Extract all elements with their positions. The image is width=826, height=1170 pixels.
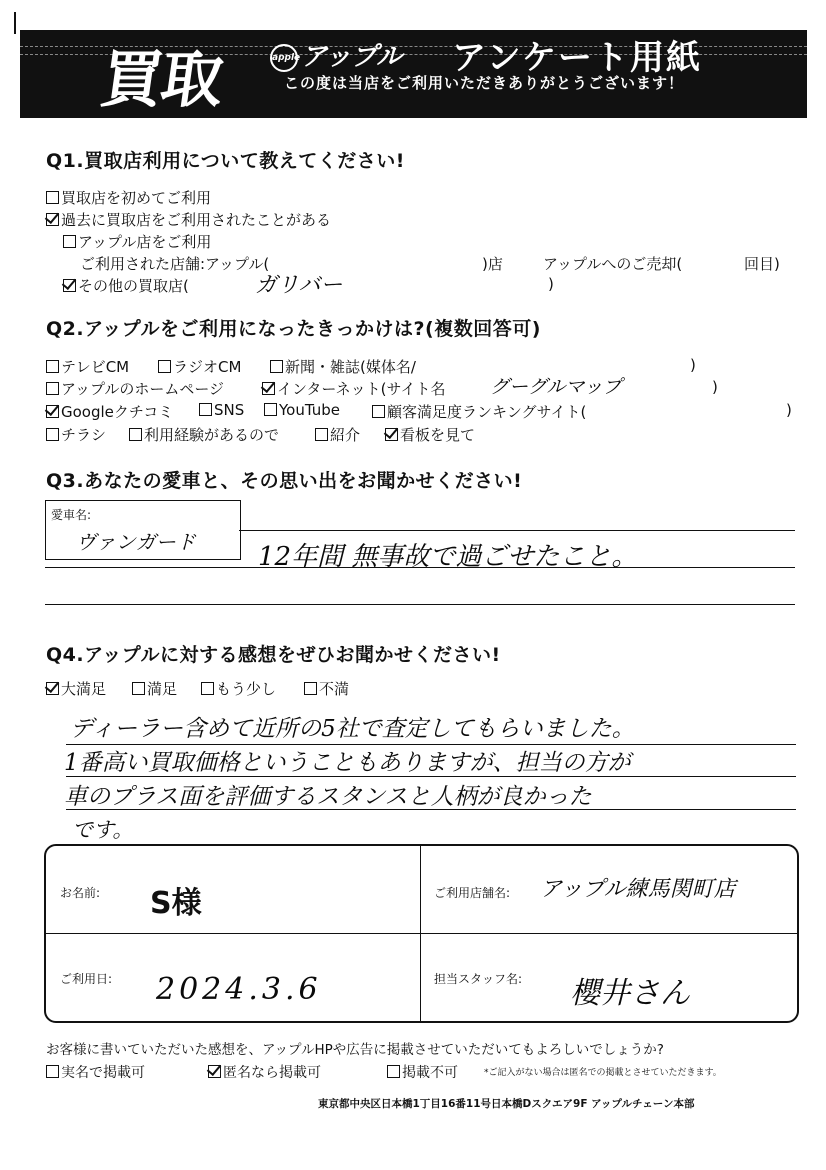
- q4-title: Q4.アップルに対する感想をぜひお聞かせください!: [46, 644, 501, 666]
- name-value: S様: [150, 886, 202, 921]
- writing-line: [239, 530, 795, 531]
- q2-option-news[interactable]: [270, 356, 416, 377]
- q4-option-satisfied[interactable]: [132, 678, 177, 699]
- comment-line-4: です。: [72, 818, 134, 842]
- checkbox[interactable]: [201, 682, 214, 695]
- q4-option-very-satisfied[interactable]: [46, 678, 106, 699]
- apple-logo-text: アップル: [301, 42, 403, 72]
- q1-sale-label: アップルへのご売却(: [543, 255, 683, 273]
- checkbox[interactable]: [264, 403, 277, 416]
- q2-option-radio-label: ラジオCM: [173, 358, 242, 376]
- checkbox[interactable]: [270, 360, 283, 373]
- q2-option-internet[interactable]: [262, 378, 445, 399]
- q1-option-other[interactable]: [63, 275, 189, 296]
- checkbox[interactable]: [199, 403, 212, 416]
- checkbox[interactable]: [46, 428, 59, 441]
- car-name-value: ヴァンガード: [76, 530, 196, 554]
- q2-news-close: ): [690, 356, 696, 374]
- publish-option-anonymous[interactable]: [208, 1062, 321, 1082]
- comment-line-3: 車のプラス面を評価するスタンスと人柄が良かった: [64, 784, 592, 810]
- staff-value: 櫻井さん: [570, 976, 690, 1011]
- q1-option-other-label: その他の買取店(: [78, 277, 189, 295]
- q2-option-radio[interactable]: [158, 356, 241, 377]
- car-memory-text: 12年間 無事故で過ごせたこと。: [258, 542, 638, 572]
- q1-other-suffix: ): [548, 275, 554, 293]
- checked-checkbox[interactable]: [385, 428, 398, 441]
- q2-title: Q2.アップルをご利用になったきっかけは?(複数回答可): [46, 318, 541, 340]
- comment-line-1: ディーラー含めて近所の5社で査定してもらいました。: [70, 716, 635, 742]
- checkbox[interactable]: [46, 360, 59, 373]
- q1-option-past[interactable]: [46, 209, 331, 230]
- q2-option-google[interactable]: [46, 401, 173, 422]
- q3-title: Q3.あなたの愛車と、その思い出をお聞かせください!: [46, 470, 523, 492]
- q2-option-news-label: 新聞・雑誌(媒体名/: [285, 358, 416, 376]
- q4-option-so-so-label: もう少し: [216, 680, 277, 698]
- apple-logo: [270, 36, 402, 73]
- card-divider-horizontal: [46, 933, 797, 934]
- checkbox[interactable]: [46, 1065, 59, 1078]
- apple-mark-icon: apple: [270, 44, 298, 72]
- checkbox[interactable]: [315, 428, 328, 441]
- q4-option-very-satisfied-label: 大満足: [61, 680, 107, 698]
- name-label: お名前:: [60, 886, 101, 900]
- checkbox[interactable]: [158, 360, 171, 373]
- corner-mark: [14, 12, 16, 34]
- q2-option-experience-label: 利用経験があるので: [144, 426, 280, 444]
- q2-internet-close: ): [712, 378, 718, 396]
- publish-question: お客様に書いていただいた感想を、アップルHPや広告に掲載させていただいてもよろしいでしょうか?: [46, 1042, 664, 1058]
- q2-option-ranking-label: 顧客満足度ランキングサイト(: [387, 403, 587, 421]
- q2-option-sns-label: SNS: [214, 401, 245, 419]
- q1-store-label: ご利用された店舗:アップル(: [80, 255, 270, 273]
- comment-line-2: 1番高い買取価格ということもありますが、担当の方が: [64, 750, 631, 776]
- q1-option-first-label: 買取店を初めてご利用: [61, 189, 212, 207]
- checked-checkbox[interactable]: [46, 405, 59, 418]
- checked-checkbox[interactable]: [208, 1065, 221, 1078]
- q2-option-homepage-label: アップルのホームページ: [61, 380, 225, 398]
- checked-checkbox[interactable]: [262, 382, 275, 395]
- car-name-label: 愛車名:: [51, 508, 92, 522]
- q2-option-sns[interactable]: [199, 401, 244, 419]
- q4-option-satisfied-label: 満足: [147, 680, 178, 698]
- q1-option-apple[interactable]: [63, 231, 211, 252]
- kaitori-logo: 買取: [96, 43, 227, 116]
- q1-store-suffix: )店: [482, 255, 503, 273]
- q2-option-internet-label: インターネット(サイト名: [277, 380, 446, 398]
- q2-option-experience[interactable]: [129, 424, 279, 445]
- q1-title: Q1.買取店利用について教えてください!: [46, 150, 405, 172]
- checkbox[interactable]: [63, 235, 76, 248]
- store-name-value: アップル練馬関町店: [540, 877, 736, 902]
- publish-option-real-name[interactable]: [46, 1062, 145, 1082]
- checked-checkbox[interactable]: [63, 279, 76, 292]
- q1-option-past-label: 過去に買取店をご利用されたことがある: [61, 211, 332, 229]
- q4-option-unsatisfied-label: 不満: [319, 680, 350, 698]
- q2-ranking-close: ): [786, 401, 792, 419]
- checkbox[interactable]: [129, 428, 142, 441]
- publish-option-real-name-label: 実名で掲載可: [61, 1065, 145, 1081]
- date-label: ご利用日:: [60, 972, 113, 986]
- store-name-label: ご利用店舗名:: [434, 886, 511, 900]
- checked-checkbox[interactable]: [46, 682, 59, 695]
- q2-option-youtube-label: YouTube: [279, 401, 340, 419]
- q2-option-flyer[interactable]: [46, 424, 106, 445]
- staff-label: 担当スタッフ名:: [434, 972, 523, 986]
- date-value: 2024.3.6: [156, 972, 322, 1007]
- checkbox[interactable]: [46, 382, 59, 395]
- q2-option-signboard[interactable]: [385, 424, 475, 445]
- publish-option-not-allowed[interactable]: [387, 1062, 458, 1082]
- q2-option-youtube[interactable]: [264, 401, 340, 419]
- publish-option-anonymous-label: 匿名なら掲載可: [223, 1065, 321, 1081]
- survey-title: アンケート用紙: [452, 38, 702, 78]
- checkbox[interactable]: [132, 682, 145, 695]
- q2-option-referral[interactable]: [315, 424, 360, 445]
- q2-option-signboard-label: 看板を見て: [400, 426, 476, 444]
- q2-option-tv-label: テレビCM: [61, 358, 130, 376]
- q2-option-ranking[interactable]: [372, 401, 586, 422]
- q2-option-referral-label: 紹介: [330, 426, 361, 444]
- checkbox[interactable]: [304, 682, 317, 695]
- q1-option-apple-label: アップル店をご利用: [78, 233, 212, 251]
- q2-option-homepage[interactable]: [46, 378, 224, 399]
- company-address: 東京都中央区日本橋1丁目16番11号日本橋Dスクエア9F アップルチェーン本部: [318, 1098, 695, 1110]
- publish-note: *ご記入がない場合は匿名での掲載とさせていただきます。: [484, 1068, 722, 1078]
- q2-option-tv[interactable]: [46, 356, 129, 377]
- q2-option-google-label: Googleクチコミ: [61, 403, 174, 421]
- q4-option-unsatisfied[interactable]: [304, 678, 349, 699]
- q1-option-first[interactable]: [46, 187, 211, 208]
- q1-sale-suffix: 回目): [744, 255, 780, 273]
- checkbox[interactable]: [387, 1065, 400, 1078]
- checkbox[interactable]: [46, 191, 59, 204]
- q2-internet-value: グーグルマップ: [490, 376, 622, 398]
- survey-subtitle: この度は当店をご利用いただきありがとうございます！: [284, 74, 685, 92]
- writing-line: [45, 604, 795, 605]
- q4-option-so-so[interactable]: [201, 678, 276, 699]
- q2-option-flyer-label: チラシ: [61, 426, 107, 444]
- q1-other-value: ガリバー: [255, 273, 343, 298]
- checkbox[interactable]: [372, 405, 385, 418]
- publish-option-not-allowed-label: 掲載不可: [402, 1065, 458, 1081]
- checked-checkbox[interactable]: [46, 213, 59, 226]
